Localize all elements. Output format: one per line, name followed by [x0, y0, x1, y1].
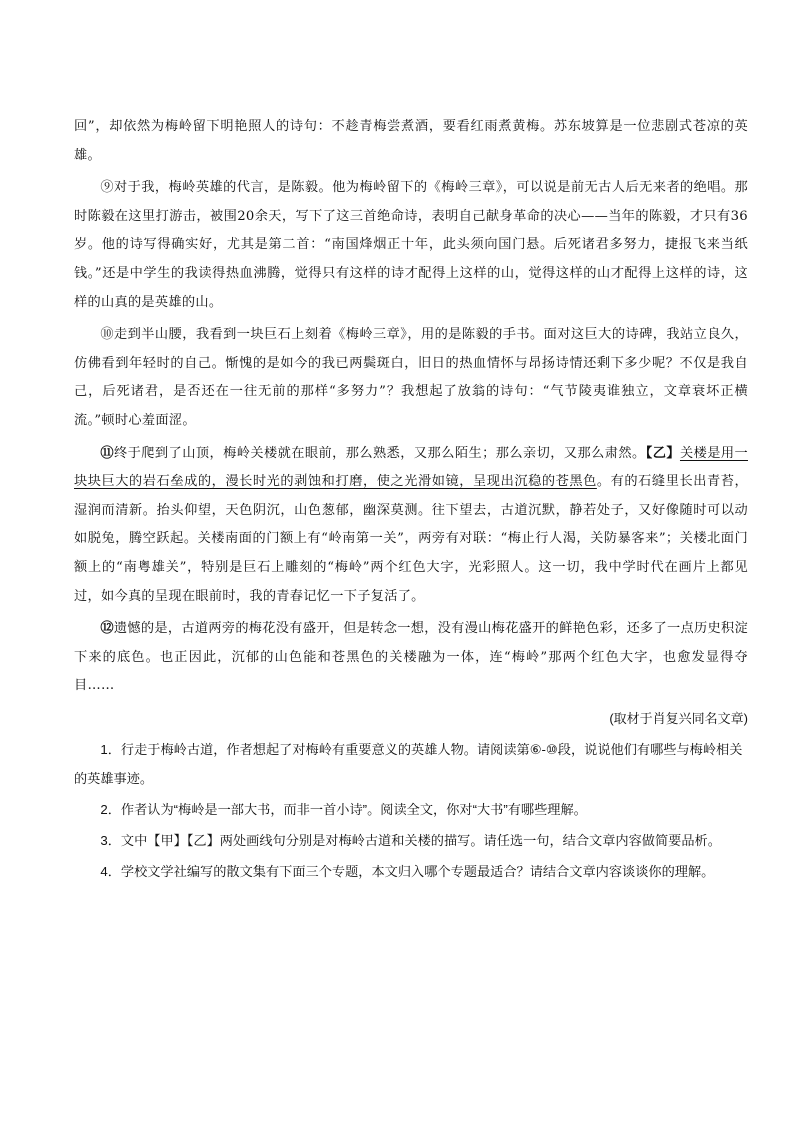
paragraph-text: 遗憾的是，古道两旁的梅花没有盛开，但是转念一想，没有漫山梅花盛开的鲜艳色彩，还多了一点历史积淀下来的底色。也正因此，沉郁的山色能和苍黑色的关楼融为一体，连“梅岭”那两个红色大字，也愈发显得夺目…… [74, 621, 748, 694]
marker-yi: 【乙】 [645, 445, 680, 461]
paragraph-text-after: 。有的石缝里长出青苔，湿润而清新。抬头仰望，天色阴沉，山色葱郁，幽深莫测。往下望去，古道沉默，静若处子，又好像随时可以动如脱兔，腾空跃起。关楼南面的门额上有“岭南第一关”，两旁有对联：“梅止行人渴，关防暴客来”；关楼北面门额上的“南粤雄关”，特别是巨石上雕刻的“梅岭”两个红色大字，光彩照人。这一切，我中学时代在画片上都见过，如今真的呈现在眼前时，我的青春记忆一下子复活了。 [74, 474, 748, 604]
paragraph-number: ⑩ [100, 327, 115, 343]
paragraph-number: ⑨ [100, 180, 115, 196]
underlined-sentence: 关楼是用一块块巨大的岩石垒成的，漫长时光的剥蚀和打磨，使之光滑如镜，呈现出沉稳的苍黑色 [74, 445, 748, 490]
paragraph-12 [74, 615, 748, 701]
paragraph-9 [74, 174, 748, 317]
source-note: (取材于肖复兴同名文章) [609, 710, 748, 726]
paragraph-text: 对于我，梅岭英雄的代言，是陈毅。他为梅岭留下的《梅岭三章》，可以说是前无古人后无来者的绝唱。那时陈毅在这里打游击，被围20余天，写下了这三首绝命诗，表明自己献身革命的决心——当年的陈毅，才只有36岁。他的诗写得确实好，尤其是第二首：“南国烽烟正十年，此头须向国门悬。后死诸君多努力，捷报飞来当纸钱。”还是中学生的我读得热血沸腾，觉得只有这样的诗才配得上这样的山，觉得这样的山才配得上这样的诗，这样的山真的是英雄的山。 [74, 180, 748, 310]
paragraph-text: 终于爬到了山顶，梅岭关楼就在眼前，那么熟悉，又那么陌生；那么亲切，又那么肃然。 [114, 445, 646, 461]
paragraph-continuation: 回”，却依然为梅岭留下明艳照人的诗句：不趁青梅尝煮酒，要看红雨煮黄梅。苏东坡算是一位悲剧式苍凉的英雄。 [74, 119, 748, 163]
paragraph-10 [74, 321, 748, 435]
paragraph-number: ⑪ [100, 445, 115, 461]
paragraph-number: ⑫ [100, 621, 114, 637]
paragraph-11 [74, 440, 748, 612]
paragraph-text: 走到半山腰，我看到一块巨石上刻着《梅岭三章》，用的是陈毅的手书。面对这巨大的诗碑，我站立良久，仿佛看到年轻时的自己。惭愧的是如今的我已两鬓斑白，旧日的热血情怀与昂扬诗情还剩下多少呢？不仅是我自己，后死诸君，是否还在一往无前的那样“多努力”？我想起了放翁的诗句：“气节陵夷谁独立，文章衰坏正横流。”顿时心羞面涩。 [74, 327, 748, 428]
question-4: 4．学校文学社编写的散文集有下面三个专题，本文归入哪个专题最适合？请结合文章内容谈谈你的理解。 [100, 863, 715, 879]
question-1: 1．行走于梅岭古道，作者想起了对梅岭有重要意义的英雄人物。请阅读第⑥-⑩段，说说他们有哪些与梅岭相关的英雄事迹。 [74, 741, 743, 786]
article-body [74, 113, 748, 888]
question-2: 2．作者认为“梅岭是一部大书，而非一首小诗”。阅读全文，你对“大书”有哪些理解。 [100, 801, 587, 817]
question-3: 3．文中【甲】【乙】两处画线句分别是对梅岭古道和关楼的描写。请任选一句，结合文章内容做简要品析。 [100, 832, 721, 848]
